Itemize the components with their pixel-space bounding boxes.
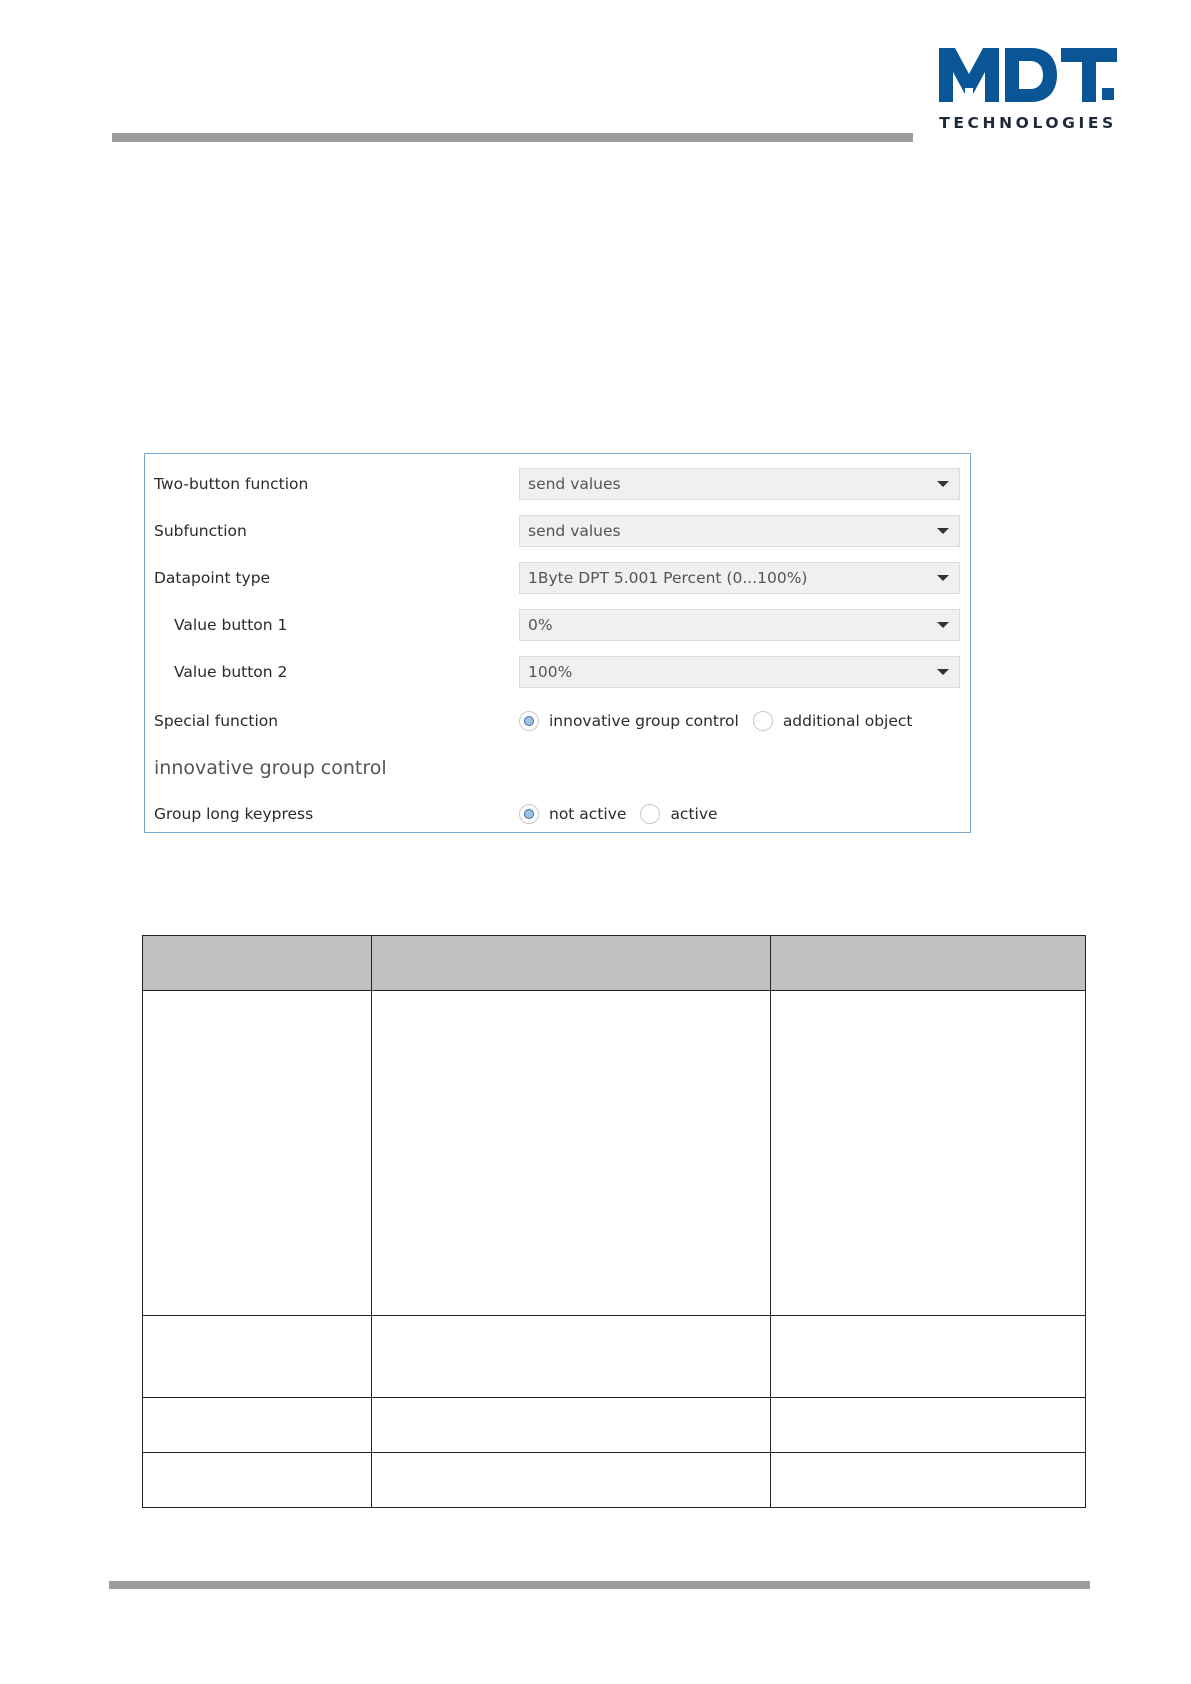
chevron-down-icon: [937, 622, 949, 628]
section-heading: innovative group control: [154, 757, 387, 779]
table-header-cell: [771, 936, 1086, 991]
table-cell: [143, 1453, 372, 1508]
brand-subtitle: TECHNOLOGIES: [939, 114, 1117, 132]
table-cell: [372, 1316, 771, 1398]
param-label: Subfunction: [154, 522, 247, 540]
chevron-down-icon: [937, 481, 949, 487]
select-value: send values: [528, 475, 621, 493]
value-button-2-select[interactable]: [519, 656, 960, 688]
param-label: Value button 1: [174, 616, 288, 634]
select-value: 0%: [528, 616, 553, 634]
mdt-logo: [939, 44, 1117, 136]
select-value: send values: [528, 522, 621, 540]
param-label: Datapoint type: [154, 569, 271, 587]
parameter-panel: [144, 453, 971, 833]
table-cell: [771, 991, 1086, 1316]
table-cell: [143, 1398, 372, 1453]
chevron-down-icon: [937, 669, 949, 675]
table-header-cell: [372, 936, 771, 991]
table-header-row: [143, 936, 1086, 991]
param-row-value-button-2: [145, 655, 970, 689]
param-label: Group long keypress: [154, 805, 314, 823]
header-rule: [112, 133, 913, 142]
chevron-down-icon: [937, 575, 949, 581]
param-row-special-function: [145, 704, 970, 738]
two-button-function-select[interactable]: [519, 468, 960, 500]
radio-label[interactable]: innovative group control: [549, 712, 739, 730]
table-row: [143, 1316, 1086, 1398]
group-long-keypress-radio-group: [519, 797, 732, 831]
param-row-group-long-keypress: [145, 797, 970, 831]
parameter-table: [142, 935, 1086, 1508]
radio-active[interactable]: [640, 804, 660, 824]
datapoint-type-select[interactable]: [519, 562, 960, 594]
param-row-value-button-1: [145, 608, 970, 642]
radio-additional-object[interactable]: [753, 711, 773, 731]
table-row: [143, 991, 1086, 1316]
select-value: 100%: [528, 663, 573, 681]
table-header-cell: [143, 936, 372, 991]
table-cell: [143, 991, 372, 1316]
radio-label[interactable]: additional object: [782, 712, 913, 730]
table-cell: [771, 1316, 1086, 1398]
special-function-radio-group: [519, 704, 926, 738]
table-cell: [372, 991, 771, 1316]
radio-label[interactable]: active: [670, 805, 718, 823]
section-row: [145, 751, 970, 785]
radio-label[interactable]: not active: [549, 805, 627, 823]
param-label: Two-button function: [154, 475, 309, 493]
table-row: [143, 1453, 1086, 1508]
param-label: Special function: [154, 712, 279, 730]
footer-rule: [109, 1581, 1090, 1589]
table-cell: [771, 1398, 1086, 1453]
chevron-down-icon: [937, 528, 949, 534]
table-cell: [372, 1398, 771, 1453]
table-cell: [143, 1316, 372, 1398]
param-row-datapoint-type: [145, 561, 970, 595]
radio-innovative-group-control[interactable]: [519, 711, 539, 731]
select-value: 1Byte DPT 5.001 Percent (0...100%): [528, 569, 808, 587]
value-button-1-select[interactable]: [519, 609, 960, 641]
subfunction-select[interactable]: [519, 515, 960, 547]
param-row-two-button-function: [145, 467, 970, 501]
radio-not-active[interactable]: [519, 804, 539, 824]
param-row-subfunction: [145, 514, 970, 548]
table-row: [143, 1398, 1086, 1453]
table-cell: [771, 1453, 1086, 1508]
param-label: Value button 2: [174, 663, 288, 681]
table-cell: [372, 1453, 771, 1508]
